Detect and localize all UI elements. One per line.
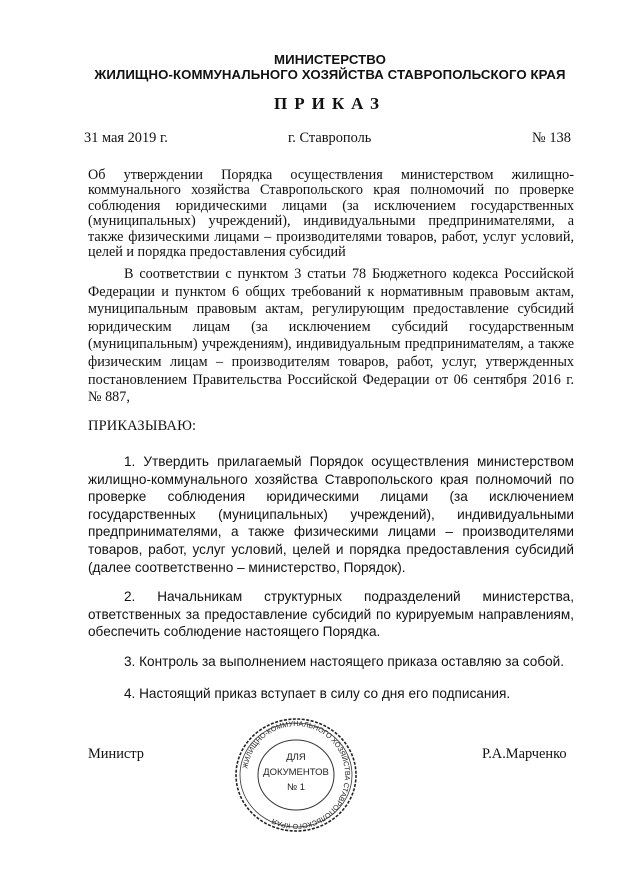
document-date: 31 мая 2019 г. <box>84 130 168 146</box>
document-type: ПРИКАЗ <box>274 94 386 113</box>
stamp-line-1: ДЛЯ <box>286 752 306 763</box>
order-item-2: 2. Начальникам структурных подразделений министерства, ответственных за предоставление субсидий по курируемым направлениям, обеспечить соблюдение настоящего Порядка. <box>88 589 574 640</box>
stamp-line-3: № 1 <box>286 782 306 793</box>
stamp-line-2: ДОКУМЕНТОВ <box>263 767 329 778</box>
order-item-4: 4. Настоящий приказ вступает в силу со дня его подписания. <box>124 686 511 701</box>
ministry-name-line2: ЖИЛИЩНО-КОММУНАЛЬНОГО ХОЗЯЙСТВА СТАВРОПОЛЬСКОГО КРАЯ <box>94 67 566 82</box>
document-title: Об утверждении Порядка осуществления министерством жилищно-коммунального хозяйства Ставропольского края полномочий по проверке соблюдения юридическими лицами (за исключением государственных (муниципальных) учреждений), индивидуальными предпринимателями, а также физическими лицами – производителями товаров, работ, услуг условий, целей и порядка предоставления субсидий <box>88 167 574 261</box>
preamble-paragraph: В соответствии с пунктом 3 статьи 78 Бюджетного кодекса Российской Федерации и пунктом 6 общих требований к нормативным правовым актам, муниципальным правовым актам, регулирующим предоставление субсидий юридическим лицам (за исключением субсидий государственным (муниципальным) учреждениям), индивидуальным предпринимателям, а также физическим лицам – производителям товаров, работ, услуг, утвержденных постановлением Правительства Российской Федерации от 06 сентября 2016 г. № 887, <box>88 266 574 406</box>
official-stamp <box>232 715 360 835</box>
document-number: № 138 <box>532 130 571 146</box>
order-item-1: 1. Утвердить прилагаемый Порядок осуществления министерством жилищно-коммунального хозяйства Ставропольского края полномочий по проверке соблюдения юридическими лицами (за исключением государственных (муниципальных) учреждений), индивидуальными предпринимателями, а также физическими лицами – производителями товаров, работ, услуг условий, целей и порядка предоставления субсидий (далее соответственно – министерство, Порядок). <box>88 454 574 575</box>
stamp-ring-text: ЖИЛИЩНО-КОММУНАЛЬНОГО ХОЗЯЙСТВА СТАВРОПОЛЬСКОГО КРАЯ <box>240 718 353 832</box>
document-city: г. Ставрополь <box>288 130 372 146</box>
decree-word: ПРИКАЗЫВАЮ: <box>88 418 197 434</box>
signatory-position: Министр <box>88 746 144 762</box>
signatory-name: Р.А.Марченко <box>482 746 567 762</box>
order-item-3: 3. Контроль за выполнением настоящего приказа оставляю за собой. <box>124 654 565 669</box>
ministry-name-line1: МИНИСТЕРСТВО <box>274 52 386 67</box>
